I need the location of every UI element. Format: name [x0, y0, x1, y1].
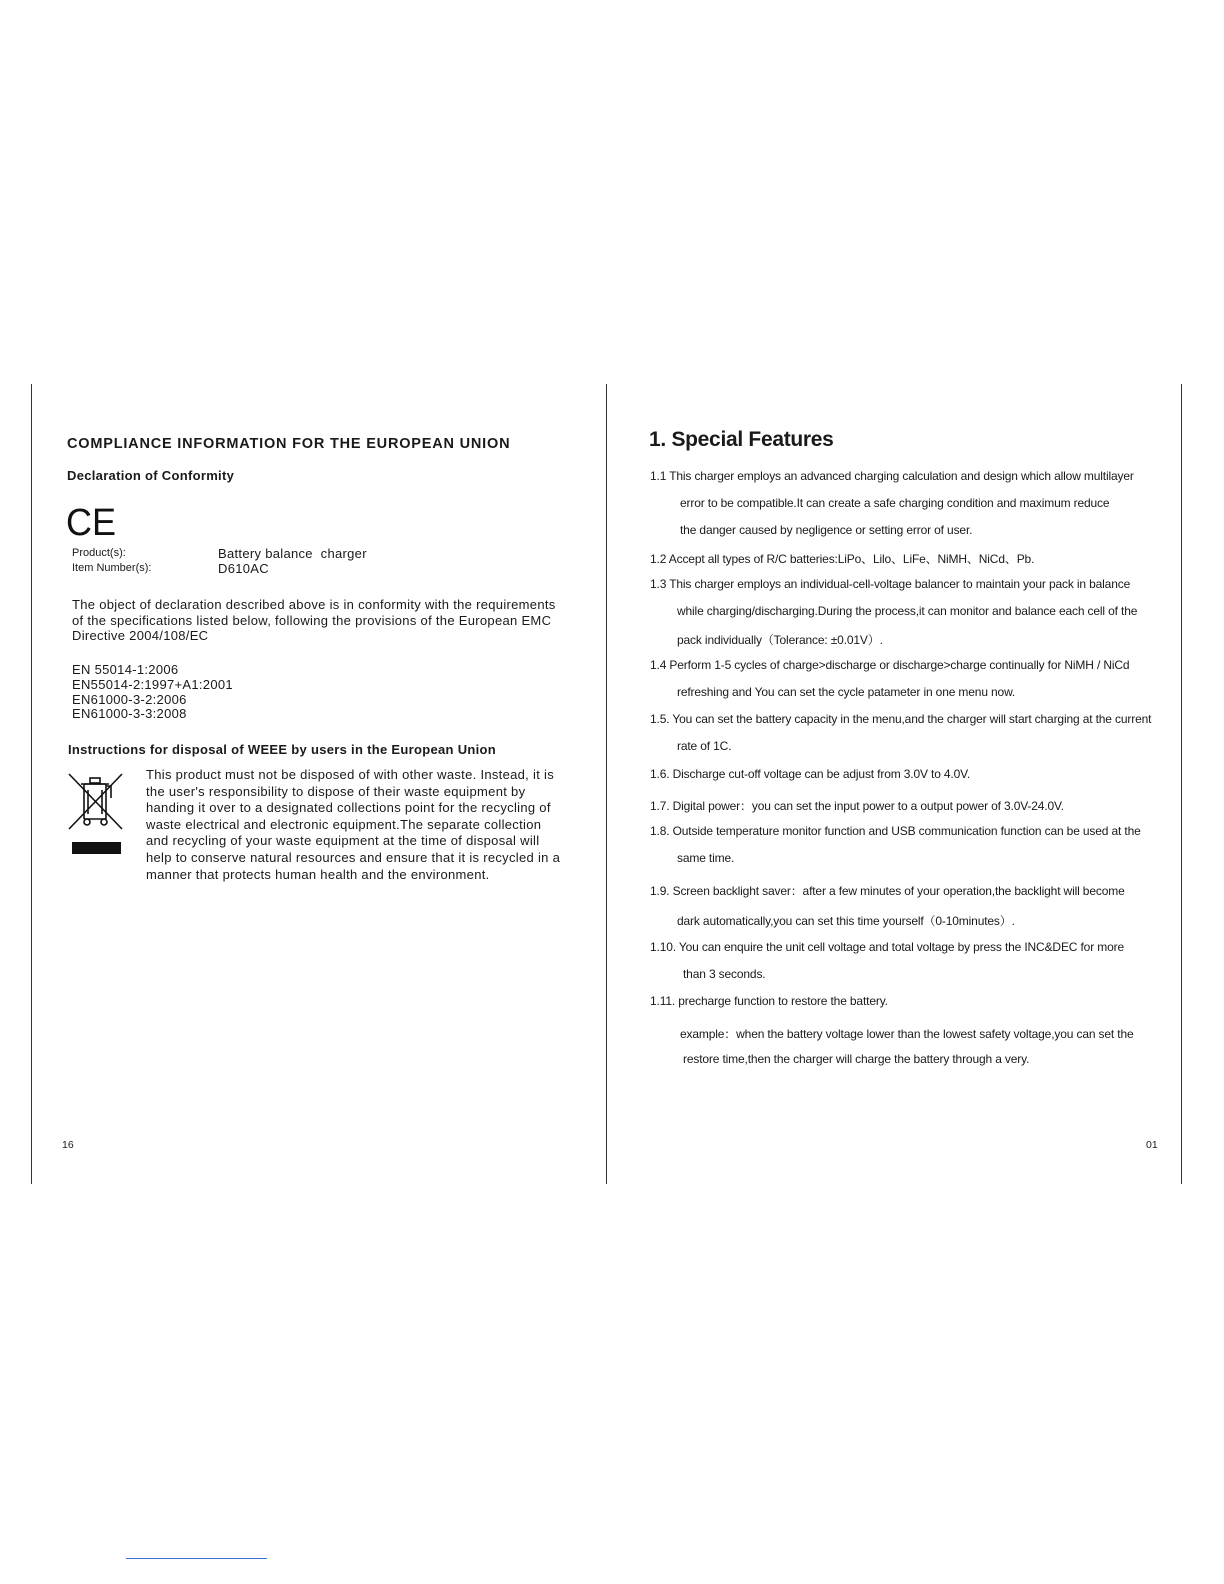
feature-line: 1.1 This charger employs an advanced charging calculation and design which allow multilayer — [650, 469, 1134, 483]
object-paragraph — [72, 597, 556, 644]
feature-line: refreshing and You can set the cycle patameter in one menu now. — [677, 685, 1016, 699]
right-page-number: 01 — [1146, 1139, 1158, 1151]
feature-line: than 3 seconds. — [683, 967, 766, 981]
object-line: The object of declaration described above is in conformity with the requirements — [72, 597, 556, 612]
feature-line: example：when the battery voltage lower than the lowest safety voltage,you can set the — [680, 1027, 1134, 1041]
special-features-title: 1. Special Features — [649, 428, 834, 451]
item-label: Item Number(s): — [72, 562, 152, 574]
item-value: D610AC — [218, 561, 269, 576]
feature-line: the danger caused by negligence or setting error of user. — [680, 523, 973, 537]
feature-line: same time. — [677, 851, 735, 865]
feature-line: 1.5. You can set the battery capacity in the menu,and the charger will start charging at the current — [650, 712, 1152, 726]
product-value: Battery balance charger — [218, 546, 367, 561]
crossed-out-wheelie-bin-icon — [67, 772, 125, 832]
feature-line: dark automatically,you can set this time yourself（0-10minutes）. — [677, 914, 1015, 928]
object-line: of the specifications listed below, following the provisions of the European EMC — [72, 612, 552, 628]
weee-line: and recycling of your waste equipment at the time of disposal will — [146, 833, 540, 849]
center-fold-rule — [606, 384, 607, 1184]
left-page-number: 16 — [62, 1139, 74, 1151]
weee-line: handing it over to a designated collections point for the recycling of — [146, 800, 551, 816]
feature-line: 1.6. Discharge cut-off voltage can be adjust from 3.0V to 4.0V. — [650, 767, 971, 781]
product-label: Product(s): — [72, 547, 126, 559]
weee-line: manner that protects human health and the environment. — [146, 866, 490, 882]
standards-list — [72, 663, 233, 722]
object-line: Directive 2004/108/EC — [72, 628, 209, 643]
feature-line: 1.10. You can enquire the unit cell voltage and total voltage by press the INC&DEC for more — [650, 940, 1124, 954]
weee-heading: Instructions for disposal of WEEE by users in the European Union — [68, 742, 497, 757]
standard-item: EN55014-2:1997+A1:2001 — [72, 676, 233, 692]
feature-line: while charging/discharging.During the process,it can monitor and balance each cell of the — [677, 604, 1138, 618]
weee-line: help to conserve natural resources and ensure that it is recycled in a — [146, 849, 561, 865]
feature-line: rate of 1C. — [677, 739, 732, 753]
feature-line: pack individually（Tolerance: ±0.01V）. — [677, 633, 883, 647]
feature-line: 1.11. precharge function to restore the battery. — [650, 994, 888, 1008]
standard-item: EN61000-3-3:2008 — [72, 706, 187, 722]
feature-line: 1.9. Screen backlight saver：after a few minutes of your operation,the backlight will become — [650, 884, 1125, 898]
weee-line: waste electrical and electronic equipment.The separate collection — [146, 816, 542, 832]
feature-line: error to be compatible.It can create a safe charging condition and maximum reduce — [680, 496, 1110, 510]
feature-line: 1.4 Perform 1-5 cycles of charge>discharge or discharge>charge continually for NiMH / NiCd — [650, 658, 1130, 672]
compliance-title: COMPLIANCE INFORMATION FOR THE EUROPEAN UNION — [67, 436, 511, 452]
feature-line: restore time,then the charger will charge the battery through a very. — [683, 1052, 1030, 1066]
weee-paragraph — [146, 767, 560, 883]
weee-line: the user's responsibility to dispose of their waste equipment by — [146, 783, 526, 799]
feature-line: 1.7. Digital power：you can set the input power to a output power of 3.0V-24.0V. — [650, 799, 1064, 813]
standard-item: EN61000-3-2:2006 — [72, 691, 187, 707]
declaration-heading: Declaration of Conformity — [67, 468, 235, 483]
ce-mark-text: CE — [66, 504, 116, 538]
feature-line: 1.3 This charger employs an individual-cell-voltage balancer to maintain your pack in balance — [650, 577, 1131, 591]
left-margin-rule — [31, 384, 32, 1184]
feature-line: 1.2 Accept all types of R/C batteries:LiPo、Lilo、LiFe、NiMH、NiCd、Pb. — [650, 552, 1035, 566]
right-margin-rule — [1181, 384, 1182, 1184]
standard-item: EN 55014-1:2006 — [72, 662, 179, 677]
weee-solid-bar — [72, 842, 121, 854]
feature-line: 1.8. Outside temperature monitor function and USB communication function can be used at the — [650, 824, 1141, 838]
ce-mark-icon — [66, 504, 118, 538]
weee-line: This product must not be disposed of with other waste. Instead, it is — [146, 767, 555, 782]
bottom-underline — [126, 1558, 267, 1559]
